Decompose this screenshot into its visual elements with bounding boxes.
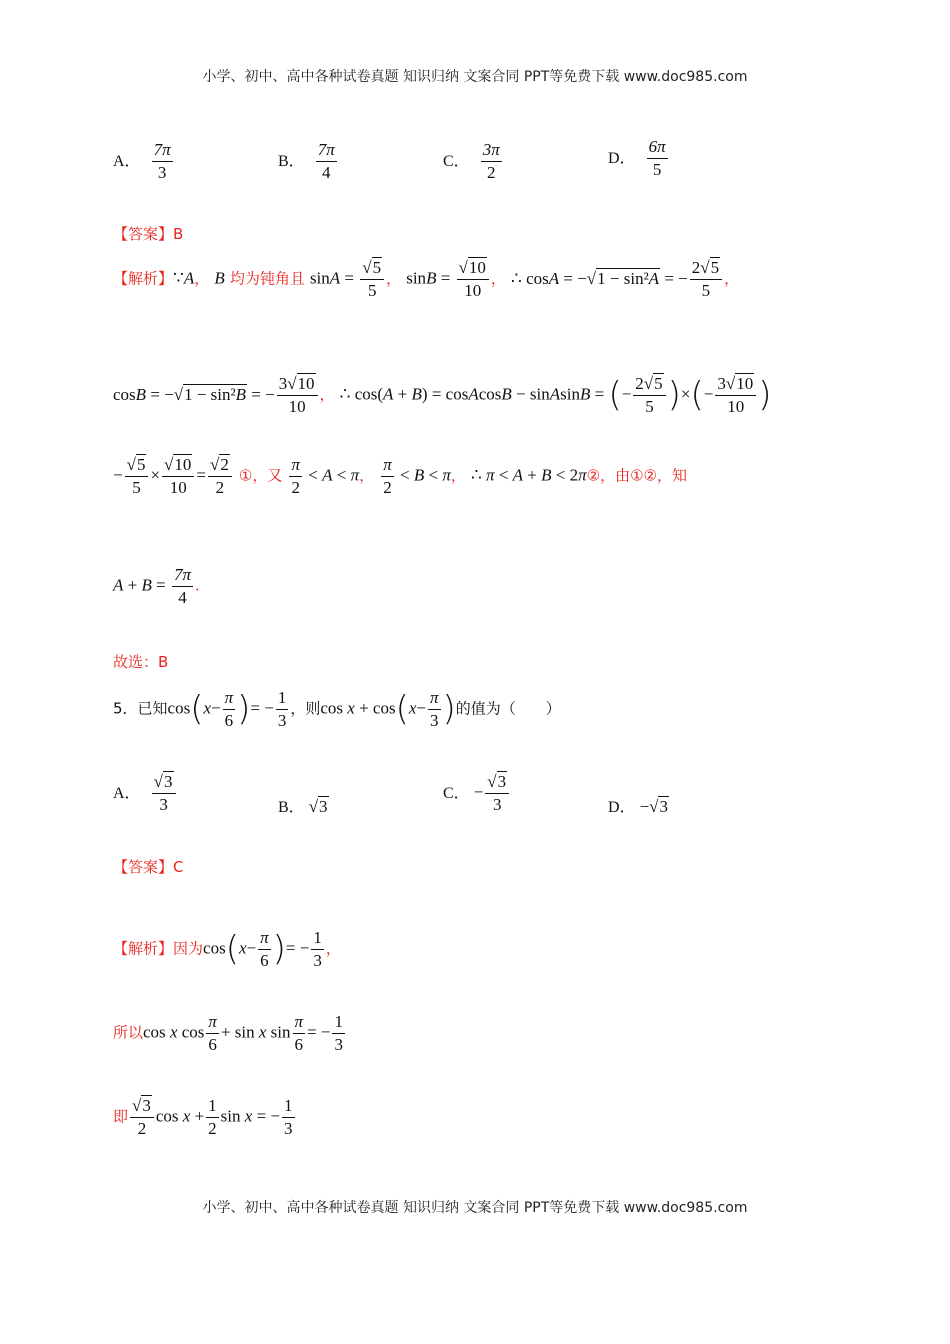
q4-answer: 【答案】B bbox=[113, 225, 184, 243]
q4-option-a: A． $\frac{7\pi}{3}$ bbox=[113, 140, 171, 182]
q4-analysis-line-1: 【解析】∵A， B 均为钝角且 sinA = $\frac{√5}{5}$ ， sinB = $\frac{√10}{10}$ ， ∴ cosA = −√1 − sin²A = − $\frac{2√5}{5}$ ， bbox=[113, 258, 740, 300]
q5-analysis-line-2: 所以cos x cos $\frac{\pi}{6}$ + sin x sin $\frac{\pi}{6}$ = − $\frac{1}{3}$ bbox=[113, 1012, 343, 1054]
q4-option-d: D． $\frac{6\pi}{5}$ bbox=[608, 137, 666, 179]
q5-option-d: D． −√3 bbox=[608, 797, 668, 816]
q4-analysis-line-3: − $\frac{√5}{5}$ × $\frac{√10}{10}$ = $\frac{√2}{2}$ ①，又 $\frac{\pi}{2}$ < A < π， $\frac{\pi}{2}$ < B < π， ∴ π < A + B < 2π②，由①②，知 bbox=[113, 455, 688, 497]
q5-option-c: C． − $\frac{√3}{3}$ bbox=[443, 772, 511, 814]
footer-banner: 小学、初中、高中各种试卷真题 知识归纳 文案合同 PPT等免费下载 www.doc985.com bbox=[202, 1200, 748, 1216]
q4-option-b: B． $\frac{7\pi}{4}$ bbox=[278, 140, 335, 182]
q5-stem: 5．已知cos(x− $\frac{\pi}{6}$ )= − $\frac{1}{3}$ ，则cos x + cos(x− $\frac{\pi}{3}$ )的值为（ ） bbox=[113, 688, 561, 730]
q4-analysis-line-4: A + B = $\frac{7\pi}{4}$ . bbox=[113, 565, 200, 607]
q5-option-b: B． √3 bbox=[278, 797, 328, 816]
q4-analysis-line-2: cosB = −√1 − sin²B = − $\frac{3√10}{10}$ ， ∴ cos(A + B) = cosAcosB − sinAsinB = (− $\frac{2√5}{5}$ )×(− $\frac{3√10}{10}$ ) bbox=[113, 374, 772, 416]
q5-analysis-line-3: 即 $\frac{√3}{2}$ cos x + $\frac{1}{2}$ sin x = − $\frac{1}{3}$ bbox=[113, 1096, 293, 1138]
q5-analysis-line-1: 【解析】因为cos(x− $\frac{\pi}{6}$ )= − $\frac{1}{3}$ ， bbox=[113, 928, 341, 970]
q4-option-c: C． $\frac{3\pi}{2}$ bbox=[443, 140, 500, 182]
q5-answer: 【答案】C bbox=[113, 858, 184, 876]
q5-option-a: A． $\frac{√3}{3}$ bbox=[113, 772, 178, 814]
header-banner: 小学、初中、高中各种试卷真题 知识归纳 文案合同 PPT等免费下载 www.doc985.com bbox=[202, 69, 748, 85]
q4-conclusion: 故选：B bbox=[113, 653, 169, 671]
